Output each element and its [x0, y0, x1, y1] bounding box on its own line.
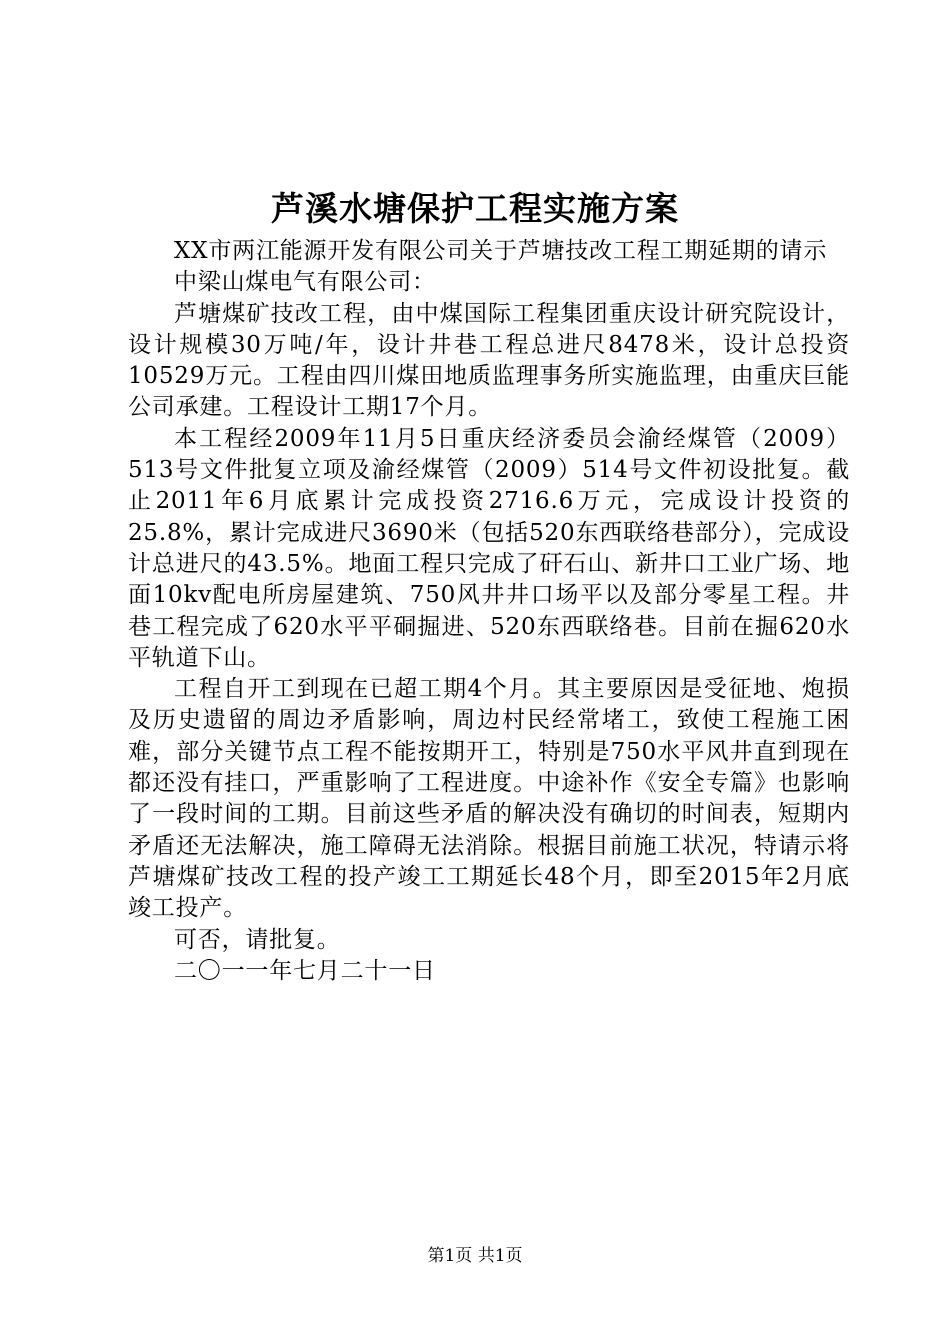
paragraph-closing-request: 可否，请批复。	[174, 926, 341, 953]
paragraph-addressee: 中梁山煤电气有限公司：	[174, 269, 436, 296]
document-body	[128, 236, 850, 987]
paragraph-delay-reasons: 工程自开工到现在已超工期4个月。其主要原因是受征地、炮损及历史遗留的周边矛盾影响，周边村民经常堵工，致使工程施工困难，部分关键节点工程不能按期开工，特别是750水平风井直到现在都还没有挂口，严重影响了工程进度。中途补作《安全专篇》也影响了一段时间的工期。目前这些矛盾的解决没有确切的时间表，短期内矛盾还无法解决，施工障碍无法消除。根据目前施工状况，特请示将芦塘煤矿技改工程的投产竣工工期延长48个月，即至2015年2月底竣工投产。	[128, 676, 850, 922]
paragraph-request-heading: XX市两江能源开发有限公司关于芦塘技改工程工期延期的请示	[174, 238, 828, 264]
paragraph-progress-status: 本工程经2009年11月5日重庆经济委员会渝经煤管（2009）513号文件批复立项及渝经煤管（2009）514号文件初设批复。截止2011年6月底累计完成投资2716.6万元，完成设计投资的25.8%，累计完成进尺3690米（包括520东西联络巷部分），完成设计总进尺的43.5%。地面工程只完成了矸石山、新井口工业广场、地面10kv配电所房屋建筑、750风井井口场平以及部分零星工程。井巷工程完成了620水平平硐掘进、520东西联络巷。目前在掘620水平轨道下山。	[128, 425, 850, 671]
paragraph-project-overview: 芦塘煤矿技改工程，由中煤国际工程集团重庆设计研究院设计，设计规模30万吨/年，设计井巷工程总进尺8478米，设计总投资10529万元。工程由四川煤田地质监理事务所实施监理，由重庆巨能公司承建。工程设计工期17个月。	[128, 300, 850, 421]
document-title: 芦溪水塘保护工程实施方案	[271, 189, 679, 228]
paragraph-date: 二〇一一年七月二十一日	[174, 957, 436, 984]
page-footer: 第1页 共1页	[427, 1246, 523, 1266]
